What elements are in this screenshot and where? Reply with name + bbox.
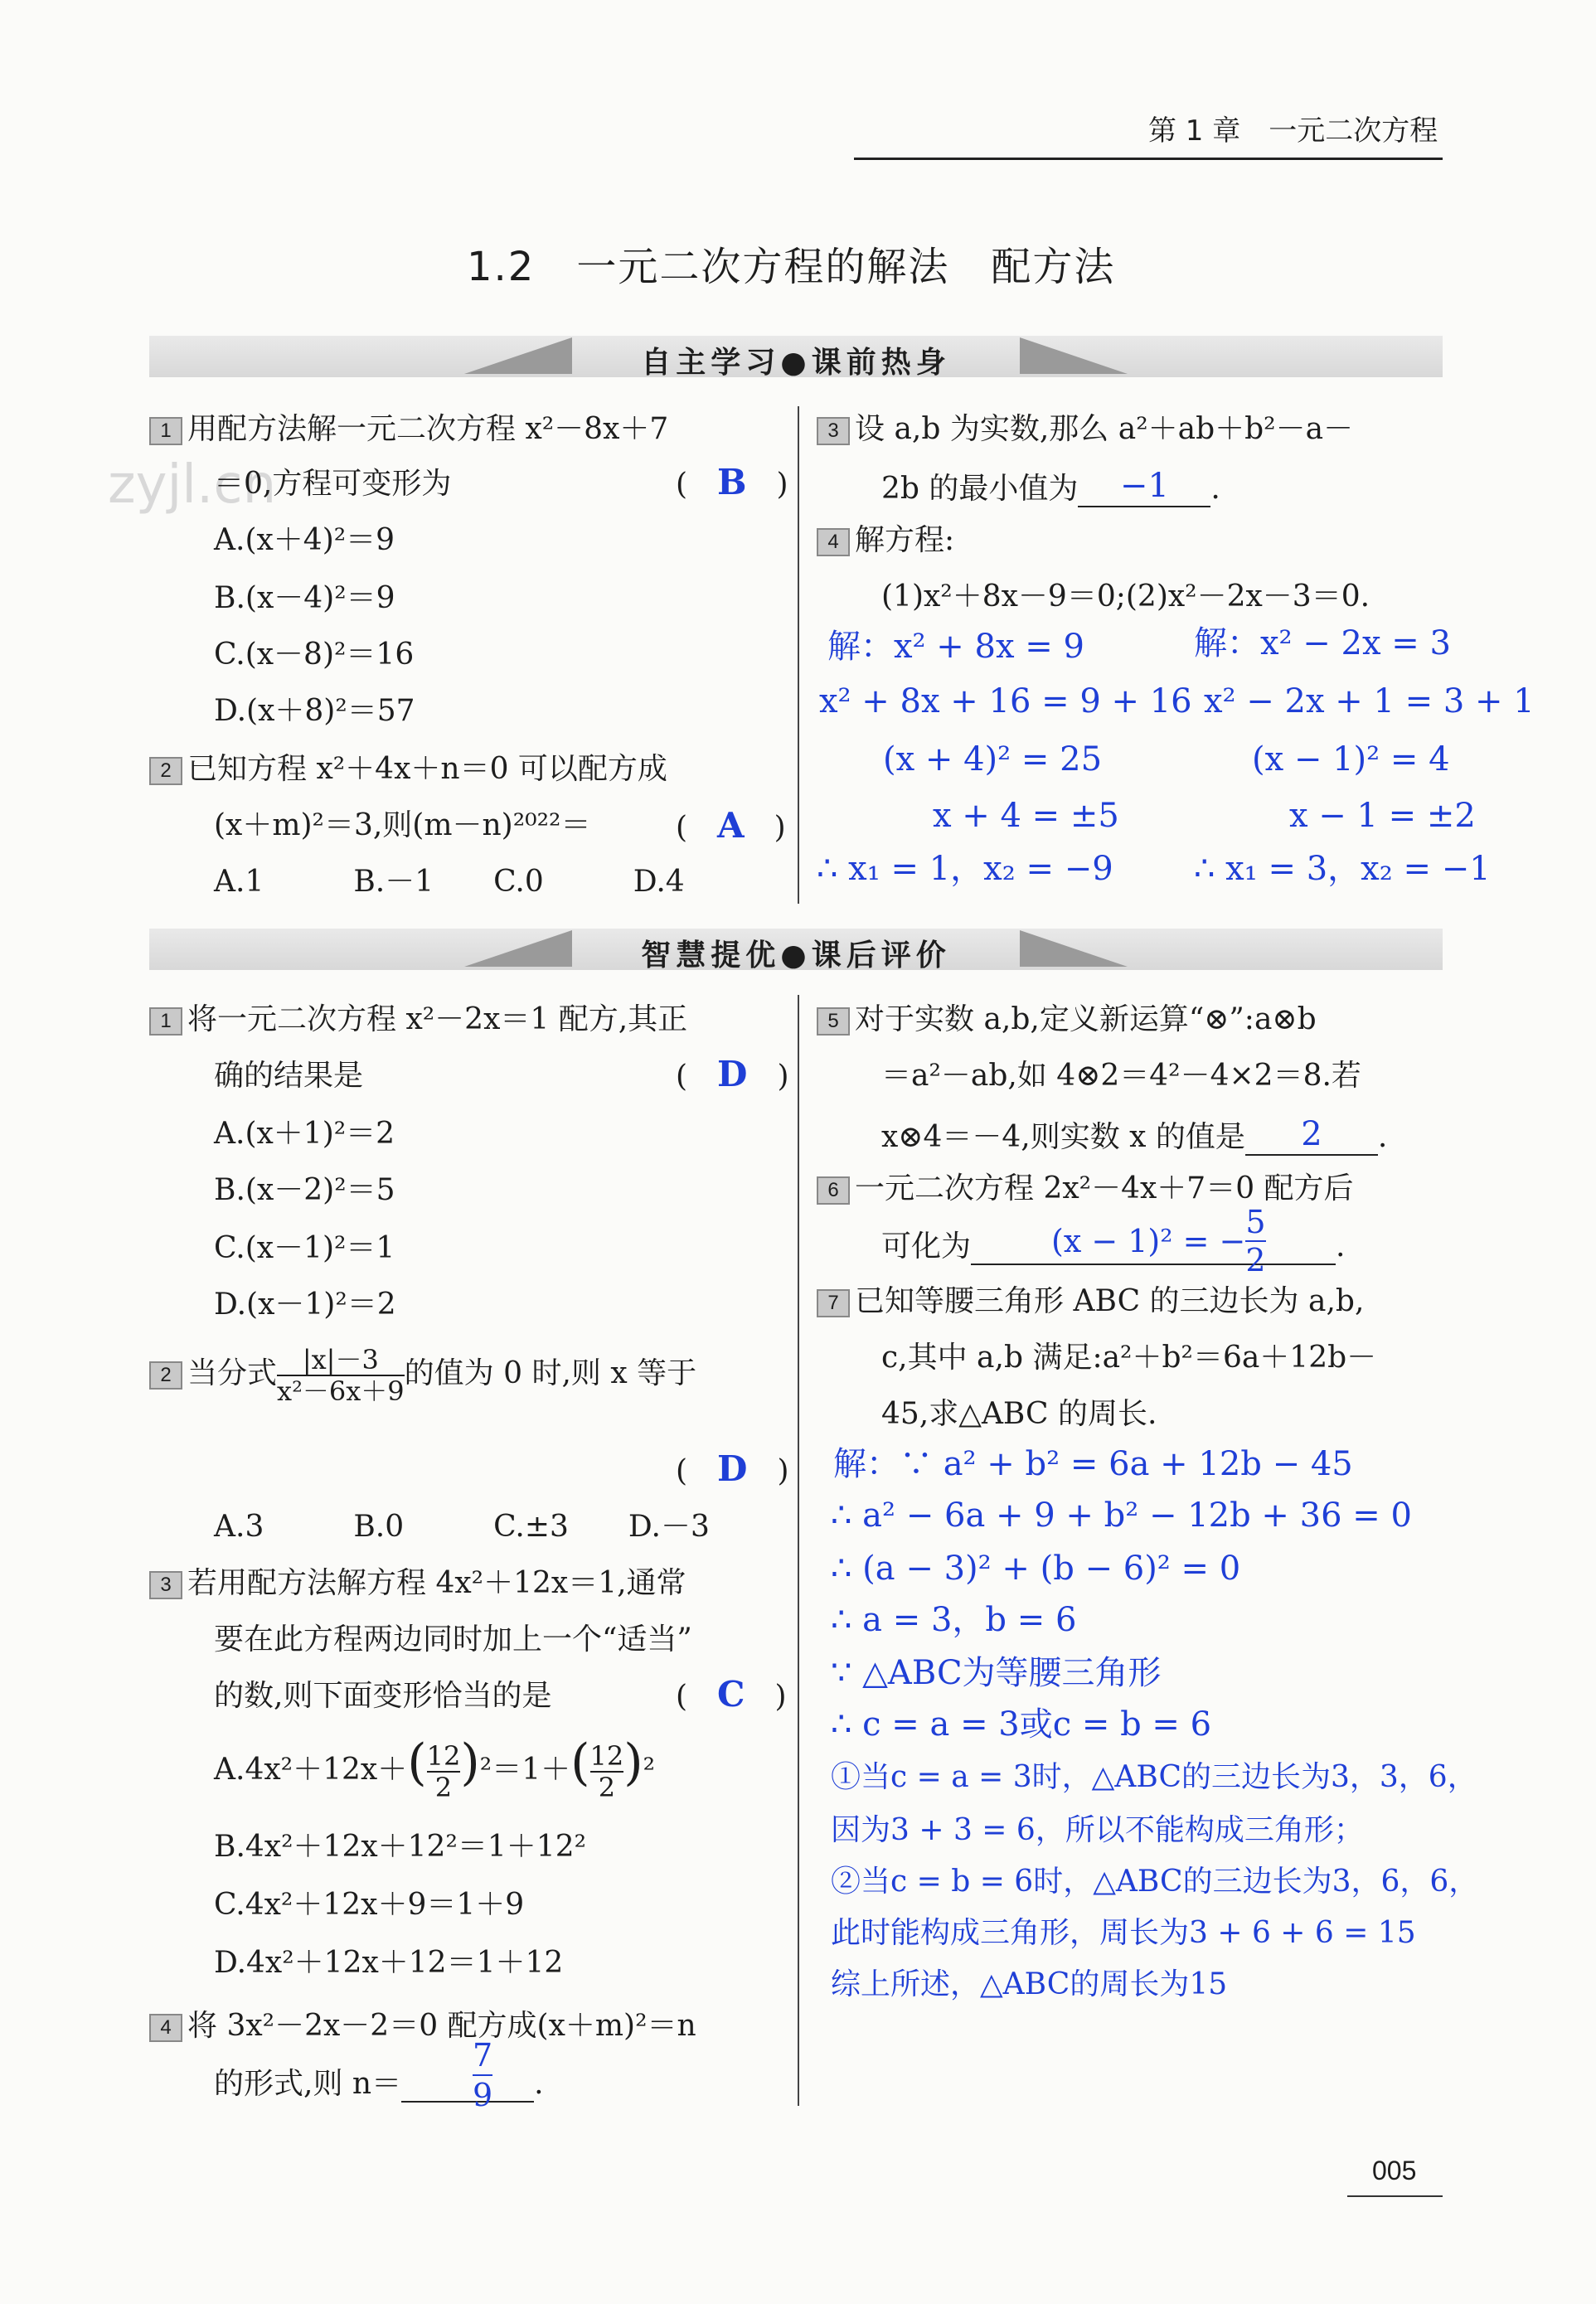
- s2-q1-opt-c: C.(x－1)²＝1: [214, 1231, 395, 1265]
- s2-q7-sol-6: ∴ c = a = 3或c = b = 6: [831, 1705, 1212, 1744]
- s2-q7-sol-2: ∴ a² − 6a + 9 + b² − 12b + 36 = 0: [831, 1496, 1412, 1535]
- section-title-2: 智慧提优●课后评价: [641, 939, 951, 973]
- s2-q3-opt-b: B.4x²＋12x＋12²＝1＋12²: [214, 1830, 587, 1864]
- s2-q6-ans-pre: (x − 1)² = −: [1051, 1223, 1246, 1259]
- s1-q3-number: 3: [817, 417, 850, 445]
- s2-q3-opt-c: C.4x²＋12x＋9＝1＋9: [214, 1888, 525, 1922]
- s2-q3-opt-d: D.4x²＋12x＋12＝1＋12: [214, 1946, 564, 1980]
- s1-q4-right-2: x² − 2x + 1 = 3 + 1: [1204, 682, 1535, 720]
- s1-q4-right-3: (x − 1)² = 4: [1252, 740, 1450, 779]
- s2-q3-opt-a-post: ²: [643, 1753, 656, 1787]
- s2-q6-ans-frac: [1245, 1204, 1265, 1278]
- s1-q2-answer-paren: ( A ): [676, 805, 786, 846]
- s2-q2-number: 2: [149, 1361, 182, 1390]
- s2-q4-ans-num: 7: [473, 2037, 493, 2074]
- s2-q3-opt-a-frac-2: [590, 1741, 624, 1802]
- s1-q2-options: A.1 B.－1 C.0 D.4: [214, 865, 685, 899]
- s2-q1-number: 1: [149, 1007, 182, 1036]
- s2-q7-sol-9: ②当c = b = 6时，△ABC的三边长为3，6，6，: [831, 1865, 1479, 1899]
- s2-q1-answer-paren: ( D ): [676, 1054, 789, 1094]
- s2-q4-text: 将 3x²－2x－2＝0 配方成(x＋m)²＝n: [187, 2009, 696, 2043]
- frac-den: 2: [590, 1771, 624, 1802]
- s1-q4-left-5: ∴ x₁ = 1，x₂ = −9: [817, 850, 1113, 888]
- s2-q6-ans-den: 2: [1245, 1242, 1266, 1278]
- s2-q5-text-3: x⊗4＝－4,则实数 x 的值是: [881, 1120, 1245, 1154]
- frac-den: 2: [427, 1771, 461, 1802]
- header-rule: [854, 158, 1443, 160]
- s2-q3-opt-a-mid: ²＝1＋: [479, 1753, 571, 1787]
- s1-q4-right-5: ∴ x₁ = 3，x₂ = −1: [1194, 850, 1491, 888]
- s2-q7-sol-4: ∴ a = 3，b = 6: [831, 1601, 1077, 1639]
- s2-q4-number: 4: [149, 2014, 182, 2042]
- s2-q1-opt-d: D.(x－1)²＝2: [214, 1288, 396, 1322]
- s2-q3-opt-a-pre: A.4x²＋12x＋: [214, 1753, 408, 1787]
- s2-q7-line1: [817, 1283, 1364, 1320]
- s2-q4-answer: [473, 2036, 492, 2114]
- s1-q1-line2: ＝0,方程可变形为: [214, 467, 452, 501]
- watermark: zyjl.cn: [108, 454, 277, 516]
- s1-q4-right-4: x − 1 = ±2: [1289, 797, 1476, 835]
- s2-q7-sol-7: ①当c = a = 3时，△ABC的三边长为3，3，6，: [831, 1760, 1477, 1794]
- s1-q1-text: 用配方法解一元二次方程 x²－8x＋7: [187, 412, 669, 446]
- s2-q6-text: 一元二次方程 2x²－4x＋7＝0 配方后: [855, 1171, 1354, 1205]
- s2-q2-line1: [149, 1345, 696, 1406]
- s2-q1-text: 将一元二次方程 x²－2x＝1 配方,其正: [187, 1002, 688, 1036]
- s2-q5-line2: ＝a²－ab,如 4⊗2＝4²－4×2＝8.若: [881, 1059, 1361, 1093]
- s2-q7-line2: c,其中 a,b 满足:a²＋b²＝6a＋12b－: [881, 1341, 1377, 1375]
- s2-q3-text: 若用配方法解方程 4x²＋12x＝1,通常: [187, 1566, 686, 1600]
- s2-q7-sol-11: 综上所述，△ABC的周长为15: [831, 1967, 1228, 2001]
- s2-q1-line2: 确的结果是: [214, 1059, 364, 1093]
- s2-q7-line3: 45,求△ABC 的周长.: [881, 1397, 1157, 1431]
- column-divider-1: [798, 406, 799, 904]
- s2-q7-sol-1: 解：∵ a² + b² = 6a + 12b − 45: [833, 1445, 1353, 1483]
- s1-q4-left-1: 解：x² + 8x = 9: [827, 628, 1084, 666]
- s1-q4-left-2: x² + 8x + 16 = 9 + 16: [819, 682, 1192, 720]
- s2-q7-sol-8: 因为3 + 3 = 6，所以不能构成三角形；: [831, 1813, 1364, 1847]
- footer-rule: [1347, 2195, 1443, 2197]
- s2-q3-line2: 要在此方程两边同时加上一个“适当”: [214, 1623, 692, 1656]
- s1-q3-text: 设 a,b 为实数,那么 a²＋ab＋b²－a－: [855, 412, 1354, 446]
- s1-q2-line1: [149, 751, 667, 788]
- s2-q7-sol-3: ∴ (a − 3)² + (b − 6)² = 0: [831, 1550, 1241, 1588]
- section-band-2: [149, 929, 1443, 973]
- s2-q4-text-2: 的形式,则 n＝: [214, 2067, 402, 2101]
- s2-q1-opt-a: A.(x＋1)²＝2: [214, 1117, 395, 1151]
- s1-q1-opt-a: A.(x＋4)²＝9: [214, 523, 395, 557]
- frac-num: 12: [426, 1740, 461, 1772]
- s2-q3-line1: [149, 1565, 686, 1602]
- s2-q5-answer: 2: [1245, 1114, 1378, 1156]
- s1-q1-opt-d: D.(x＋8)²＝57: [214, 694, 415, 728]
- s2-q7-number: 7: [817, 1289, 850, 1317]
- s2-q6-number: 6: [817, 1176, 850, 1205]
- s2-q5-line3: x⊗4＝－4,则实数 x 的值是 2 .: [881, 1115, 1388, 1154]
- s2-q1-line1: [149, 1002, 687, 1038]
- s2-q6-answer: [1051, 1204, 1266, 1278]
- s2-q2-answer-paren: ( D ): [676, 1448, 789, 1489]
- s2-q5-number: 5: [817, 1007, 850, 1036]
- s2-q1-opt-b: B.(x－2)²＝5: [214, 1173, 395, 1207]
- s2-q7-text: 已知等腰三角形 ABC 的三边长为 a,b,: [855, 1284, 1365, 1318]
- s2-q2-frac-num: |x|－3: [302, 1344, 379, 1375]
- s1-q1-line1: [149, 411, 668, 448]
- s1-q4-line1: [817, 522, 954, 559]
- s2-q3-opt-a: A.4x²＋12x＋( $\frac{12}{2}$ )²＝1＋( $\frac{12}{2}$ )²: [214, 1734, 656, 1803]
- s2-q2-answer: D: [717, 1448, 748, 1489]
- s2-q7-sol-10: 此时能构成三角形，周长为3 + 6 + 6 = 15: [831, 1916, 1416, 1950]
- s2-q2-frac-den: x²－6x＋9: [277, 1375, 405, 1407]
- s1-q3-line2: 2b 的最小值为 −1 .: [881, 467, 1220, 506]
- s2-q3-line3: 的数,则下面变形恰当的是: [214, 1679, 552, 1713]
- s2-q4-line1: [149, 2008, 696, 2044]
- s1-q2-text: 已知方程 x²＋4x＋n＝0 可以配方成: [187, 752, 667, 786]
- s2-q3-number: 3: [149, 1571, 182, 1599]
- s1-q2-line2: (x＋m)²＝3,则(m－n)²⁰²²＝: [214, 808, 591, 842]
- s1-q4-left-3: (x + 4)² = 25: [883, 740, 1103, 779]
- s2-q3-answer-paren: ( C ): [676, 1674, 787, 1715]
- s1-q3-line1: [817, 411, 1353, 448]
- s2-q2-fraction: [277, 1345, 405, 1406]
- section-title-1: 自主学习●课前热身: [641, 346, 951, 380]
- s1-q1-answer-paren: ( B ): [676, 462, 788, 502]
- s2-q4-ans-den: 9: [473, 2074, 492, 2114]
- s2-q2-post: 的值为 0 时,则 x 等于: [404, 1356, 697, 1390]
- page-number: 005: [1372, 2156, 1417, 2185]
- s1-q4-text: 解方程:: [855, 523, 955, 557]
- s2-q6-line2: 可化为 .: [881, 1227, 1345, 1265]
- s1-q1-opt-c: C.(x－8)²＝16: [214, 638, 415, 672]
- s2-q4-line2: 的形式,则 n＝ .: [214, 2064, 544, 2103]
- s1-q2-number: 2: [149, 757, 182, 785]
- s1-q1-answer: B: [717, 462, 747, 502]
- s1-q4-line2: (1)x²＋8x－9＝0;(2)x²－2x－3＝0.: [881, 580, 1370, 614]
- s2-q5-line1: [817, 1002, 1317, 1038]
- s1-q3-text-2: 2b 的最小值为: [881, 472, 1079, 506]
- s2-q6-ans-num: 5: [1245, 1204, 1266, 1240]
- s2-q6-text-2: 可化为: [881, 1230, 972, 1264]
- frac-num: 12: [589, 1740, 624, 1772]
- s1-q4-right-1: 解：x² − 2x = 3: [1194, 624, 1451, 662]
- s2-q3-answer: C: [717, 1674, 745, 1715]
- s2-q2-pre: 当分式: [187, 1356, 278, 1390]
- s1-q2-answer: A: [717, 805, 745, 846]
- s2-q2-options: A.3 B.0 C.±3 D.－3: [214, 1510, 710, 1544]
- chapter-header: 第 1 章 一元二次方程: [1148, 114, 1438, 148]
- s1-q3-answer: −1: [1078, 466, 1210, 507]
- column-divider-2: [798, 995, 799, 2106]
- s2-q7-sol-5: ∵ △ABC为等腰三角形: [831, 1654, 1162, 1692]
- s2-q1-answer: D: [717, 1054, 748, 1094]
- s2-q6-line1: [817, 1171, 1354, 1207]
- s1-q4-number: 4: [817, 528, 850, 556]
- page-title: 1.2 一元二次方程的解法 配方法: [467, 244, 1116, 290]
- s2-q3-opt-a-frac-1: [427, 1741, 461, 1802]
- s2-q4-blank: [401, 2064, 534, 2103]
- s2-q5-text: 对于实数 a,b,定义新运算“⊗”:a⊗b: [855, 1002, 1317, 1036]
- section-band-1: [149, 336, 1443, 380]
- s1-q1-number: 1: [149, 417, 182, 445]
- s1-q1-opt-b: B.(x－4)²＝9: [214, 581, 395, 615]
- s1-q4-left-4: x + 4 = ±5: [933, 797, 1119, 835]
